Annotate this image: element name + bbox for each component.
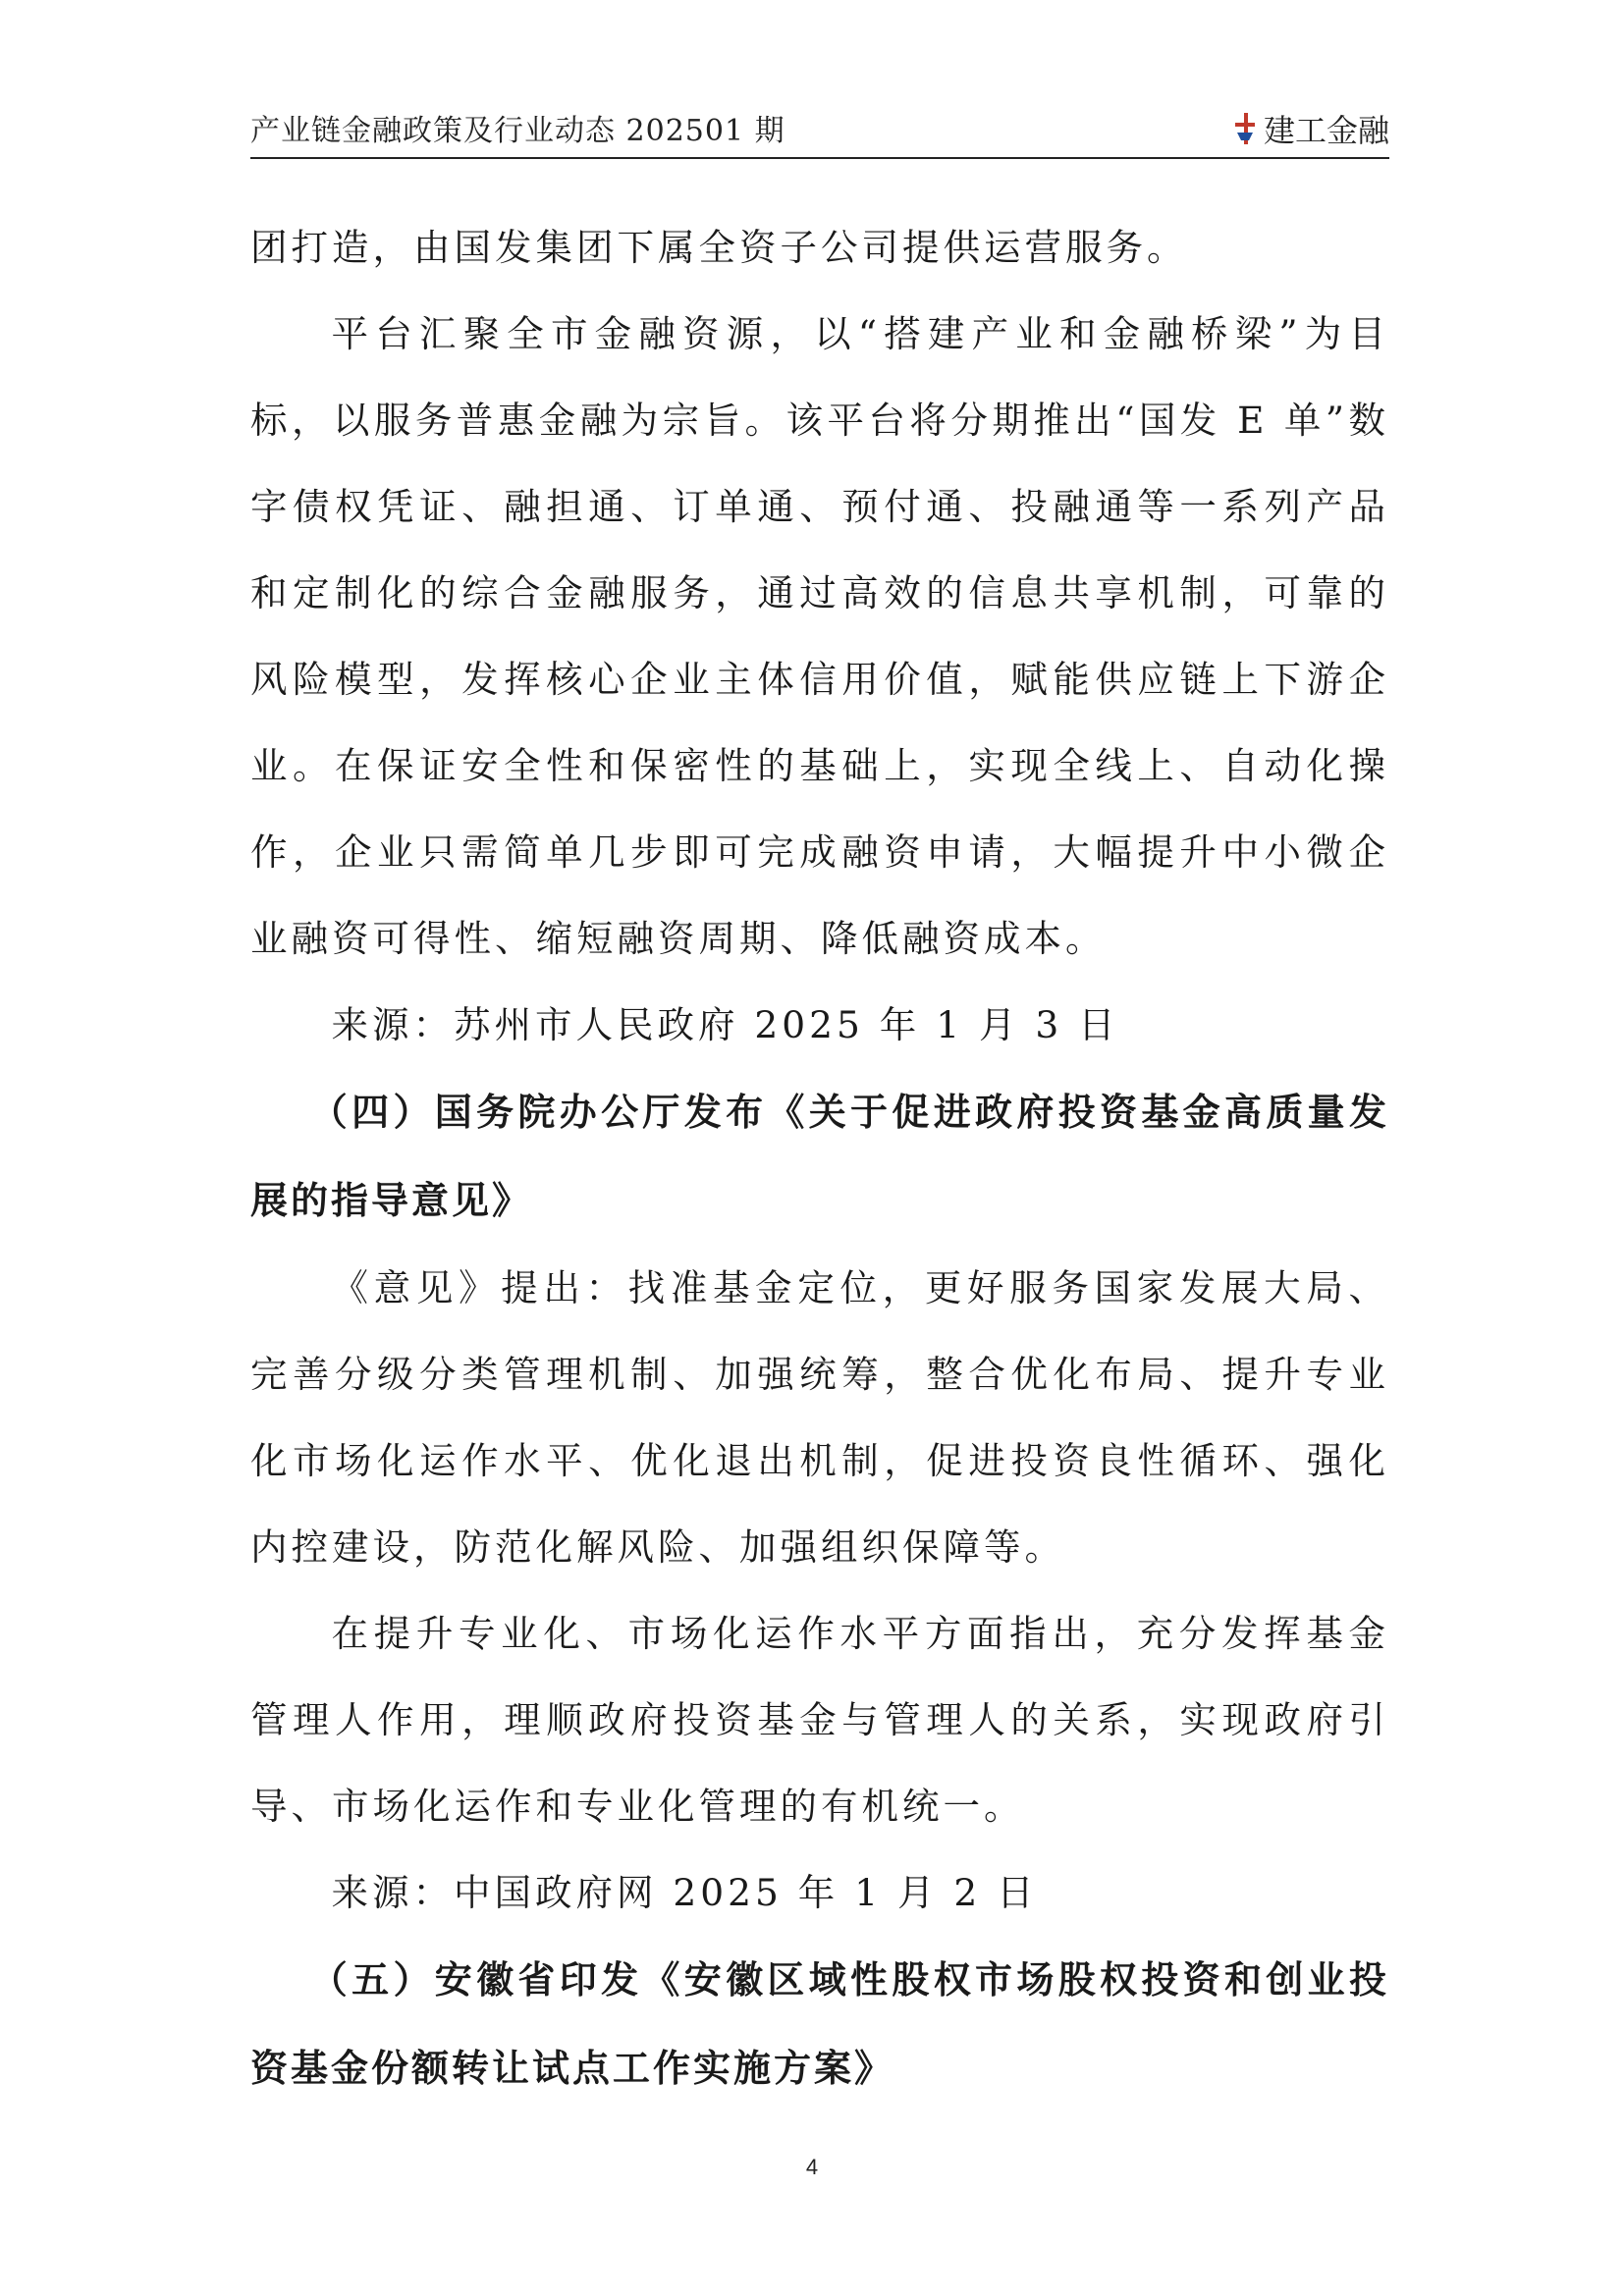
source-line: 来源：苏州市人民政府 2025 年 1 月 3 日 xyxy=(331,1003,1119,1046)
page-body xyxy=(250,204,1389,2112)
header-brand xyxy=(1232,106,1389,151)
header-brand-name: 建工金融 xyxy=(1263,112,1389,149)
paragraph-platform: 平台汇聚全市金融资源，以“搭建产业和金融桥梁”为目标，以服务普惠金融为宗旨。该平台将分期推出“国发 E 单”数字债权凭证、融担通、订单通、预付通、投融通等一系列产品和定制化的综合金融服务，通过高效的信息共享机制，可靠的风险模型，发挥核心企业主体信用价值，赋能供应链上下游企业。在保证安全性和保密性的基础上，实现全线上、自动化操作，企业只需简单几步即可完成融资申请，大幅提升中小微企业融资可得性、缩短融资周期、降低融资成本。 xyxy=(250,312,1389,960)
header-title: 产业链金融政策及行业动态 202501 期 xyxy=(250,114,785,148)
page-number: 4 xyxy=(805,2155,819,2179)
source-line: 来源：中国政府网 2025 年 1 月 2 日 xyxy=(331,1871,1038,1914)
section-heading-5: （五）安徽省印发《安徽区域性股权市场股权投资和创业投资基金份额转让试点工作实施方案》 xyxy=(250,1958,1389,2090)
paragraph-opinion: 《意见》提出：找准基金定位，更好服务国家发展大局、完善分级分类管理机制、加强统筹，整合优化布局、提升专业化市场化运作水平、优化退出机制，促进投资良性循环、强化内控建设，防范化解风险、加强组织保障等。 xyxy=(250,1266,1389,1569)
section-heading-4: （四）国务院办公厅发布《关于促进政府投资基金高质量发展的指导意见》 xyxy=(250,1091,1389,1222)
paragraph-continuation: 团打造，由国发集团下属全资子公司提供运营服务。 xyxy=(250,226,1188,269)
page-header xyxy=(250,110,1389,159)
paragraph-professional: 在提升专业化、市场化运作水平方面指出，充分发挥基金管理人作用，理顺政府投资基金与管理人的关系，实现政府引导、市场化运作和专业化管理的有机统一。 xyxy=(250,1612,1389,1828)
jiangong-logo-icon xyxy=(1232,112,1258,145)
